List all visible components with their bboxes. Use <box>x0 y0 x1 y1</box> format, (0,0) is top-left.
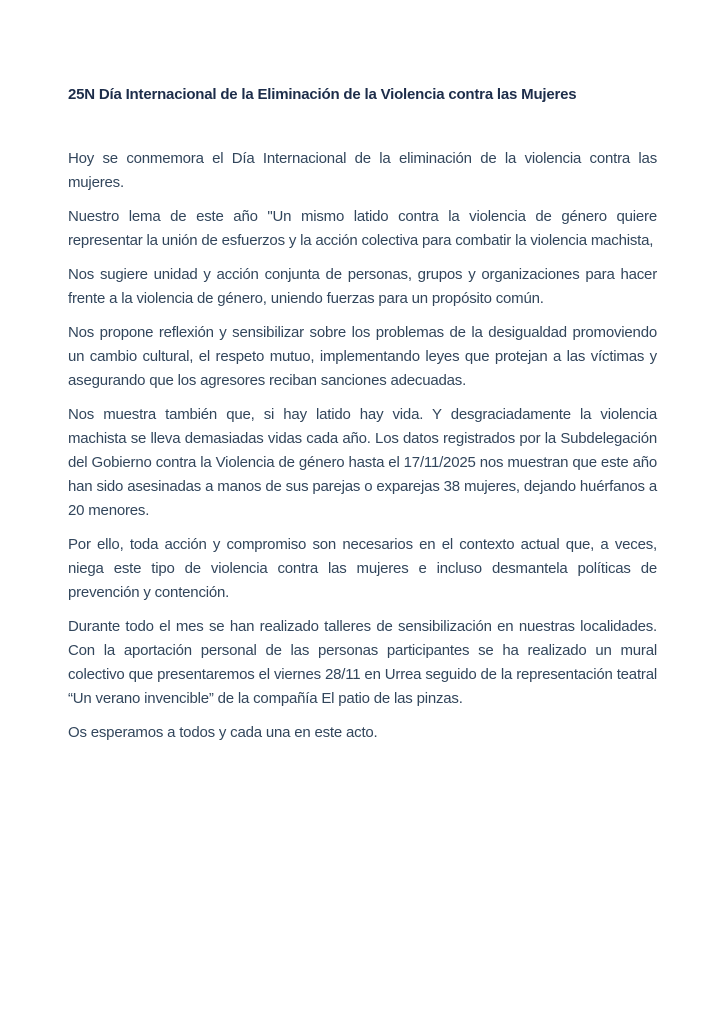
paragraph-lema: Nuestro lema de este año "Un mismo latido contra la violencia de género quiere representar la unión de esfuerzos y la acción colectiva para combatir la violencia machista, <box>68 208 657 249</box>
paragraph-unidad: Nos sugiere unidad y acción conjunta de personas, grupos y organizaciones para hacer frente a la violencia de género, uniendo fuerzas para un propósito común. <box>68 266 657 307</box>
paragraph-datos: Nos muestra también que, si hay latido hay vida. Y desgraciadamente la violencia machista se lleva demasiadas vidas cada año. Los datos registrados por la Subdelegación del Gobierno contra la Violencia de género hasta el 17/11/2025 nos muestran que este año han sido asesinadas a manos de sus parejas o exparejas 38 mujeres, dejando huérfanos a 20 menores. <box>68 406 657 519</box>
document-title: 25N Día Internacional de la Eliminación de la Violencia contra las Mujeres <box>68 86 577 103</box>
paragraph-contexto: Por ello, toda acción y compromiso son necesarios en el contexto actual que, a veces, niega este tipo de violencia contra las mujeres e incluso desmantela políticas de prevención y contención. <box>68 536 657 601</box>
paragraph-intro: Hoy se conmemora el Día Internacional de la eliminación de la violencia contra las mujeres. <box>68 150 657 191</box>
paragraph-talleres: Durante todo el mes se han realizado talleres de sensibilización en nuestras localidades. Con la aportación personal de las personas participantes se ha realizado un mural colectivo que presentaremos el viernes 28/11 en Urrea seguido de la representación teatral “Un verano invencible” de la compañía El patio de las pinzas. <box>68 618 657 707</box>
paragraph-cierre: Os esperamos a todos y cada una en este acto. <box>68 724 378 741</box>
paragraph-reflexion: Nos propone reflexión y sensibilizar sobre los problemas de la desigualdad promoviendo un cambio cultural, el respeto mutuo, implementando leyes que protejan a las víctimas y asegurando que los agresores reciban sanciones adecuadas. <box>68 324 657 389</box>
